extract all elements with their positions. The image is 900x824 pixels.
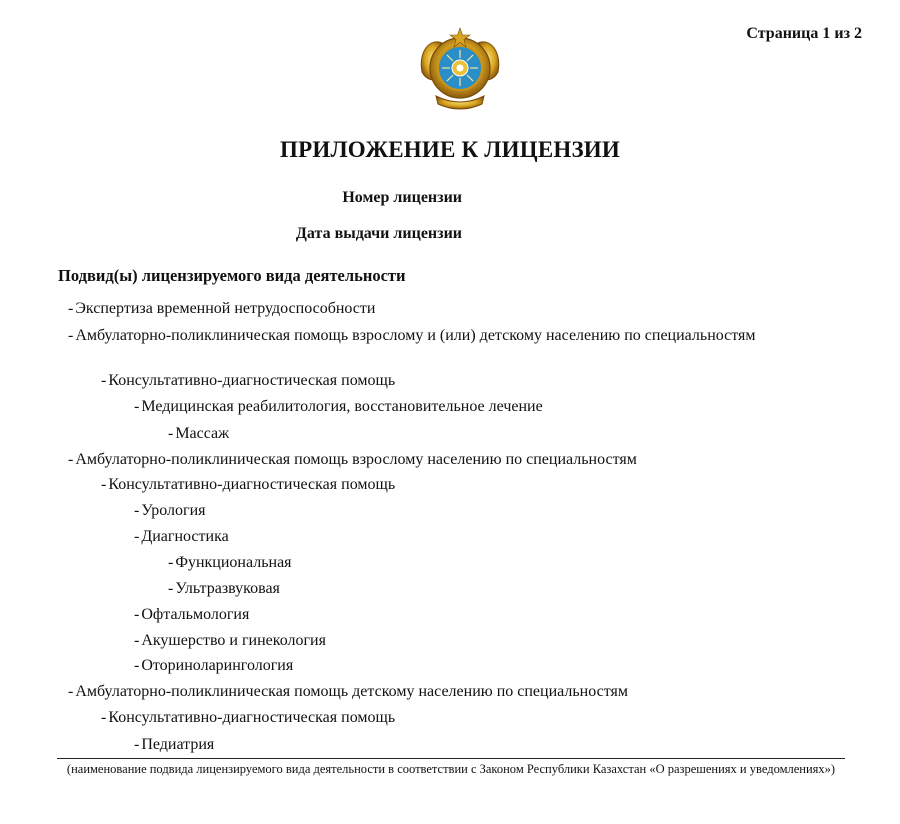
list-bullet-dash: - — [68, 327, 74, 344]
list-item — [101, 709, 395, 727]
list-item — [68, 300, 375, 318]
list-item — [168, 554, 292, 572]
list-item — [134, 657, 293, 675]
list-bullet-dash: - — [134, 632, 140, 649]
list-item-text: Урология — [141, 502, 206, 519]
list-item-text: Амбулаторно-поликлиническая помощь детскому населению по специальностям — [75, 683, 629, 700]
list-item-text: Экспертиза временной нетрудоспособности — [75, 300, 376, 317]
state-emblem-icon — [412, 22, 508, 118]
list-item — [101, 372, 395, 390]
list-item — [134, 736, 214, 754]
list-item — [168, 425, 229, 443]
list-item-text: Диагностика — [141, 528, 229, 545]
license-date-label: Дата выдачи лицензии — [295, 225, 462, 242]
list-item — [68, 683, 628, 701]
list-bullet-dash: - — [68, 451, 74, 468]
list-bullet-dash: - — [101, 476, 107, 493]
list-item — [134, 606, 249, 624]
list-item — [68, 451, 637, 469]
list-bullet-dash: - — [101, 372, 107, 389]
list-item-text: Педиатрия — [141, 736, 215, 753]
footnote-divider — [57, 758, 845, 759]
list-item — [134, 502, 206, 520]
list-bullet-dash: - — [134, 606, 140, 623]
list-item-text: Амбулаторно-поликлиническая помощь взрослому населению по специальностям — [75, 451, 637, 468]
list-bullet-dash: - — [101, 709, 107, 726]
list-item — [134, 632, 326, 650]
license-number-label: Номер лицензии — [342, 189, 462, 206]
list-item-text: Консультативно-диагностическая помощь — [108, 372, 396, 389]
list-item-text: Массаж — [175, 425, 230, 442]
list-bullet-dash: - — [68, 683, 74, 700]
list-bullet-dash: - — [134, 657, 140, 674]
document-title: ПРИЛОЖЕНИЕ К ЛИЦЕНЗИИ — [280, 137, 620, 162]
list-bullet-dash: - — [168, 425, 174, 442]
list-item — [168, 580, 280, 598]
list-item-text: Оториноларингология — [141, 657, 294, 674]
list-item-text: Консультативно-диагностическая помощь — [108, 709, 396, 726]
list-item-text: Офтальмология — [141, 606, 250, 623]
list-bullet-dash: - — [168, 554, 174, 571]
list-item-text: Амбулаторно-поликлиническая помощь взрослому и (или) детскому населению по специальностям — [75, 327, 756, 344]
list-bullet-dash: - — [134, 398, 140, 415]
list-item — [101, 476, 395, 494]
list-bullet-dash: - — [168, 580, 174, 597]
list-bullet-dash: - — [134, 736, 140, 753]
section-heading: Подвид(ы) лицензируемого вида деятельности — [58, 266, 406, 285]
list-bullet-dash: - — [134, 502, 140, 519]
list-item — [68, 327, 756, 345]
list-item-text: Ультразвуковая — [175, 580, 280, 597]
list-item-text: Консультативно-диагностическая помощь — [108, 476, 396, 493]
list-item — [134, 528, 229, 546]
list-item-text: Медицинская реабилитология, восстановительное лечение — [141, 398, 543, 415]
footnote: (наименование подвида лицензируемого вида деятельности в соответствии с Законом Республики Казахстан «О разрешениях и уведомлениях») — [66, 762, 836, 776]
list-item — [134, 398, 543, 416]
list-item-text: Акушерство и гинекология — [141, 632, 326, 649]
list-bullet-dash: - — [68, 300, 74, 317]
page-indicator: Страница 1 из 2 — [746, 25, 862, 42]
list-bullet-dash: - — [134, 528, 140, 545]
list-item-text: Функциональная — [175, 554, 292, 571]
